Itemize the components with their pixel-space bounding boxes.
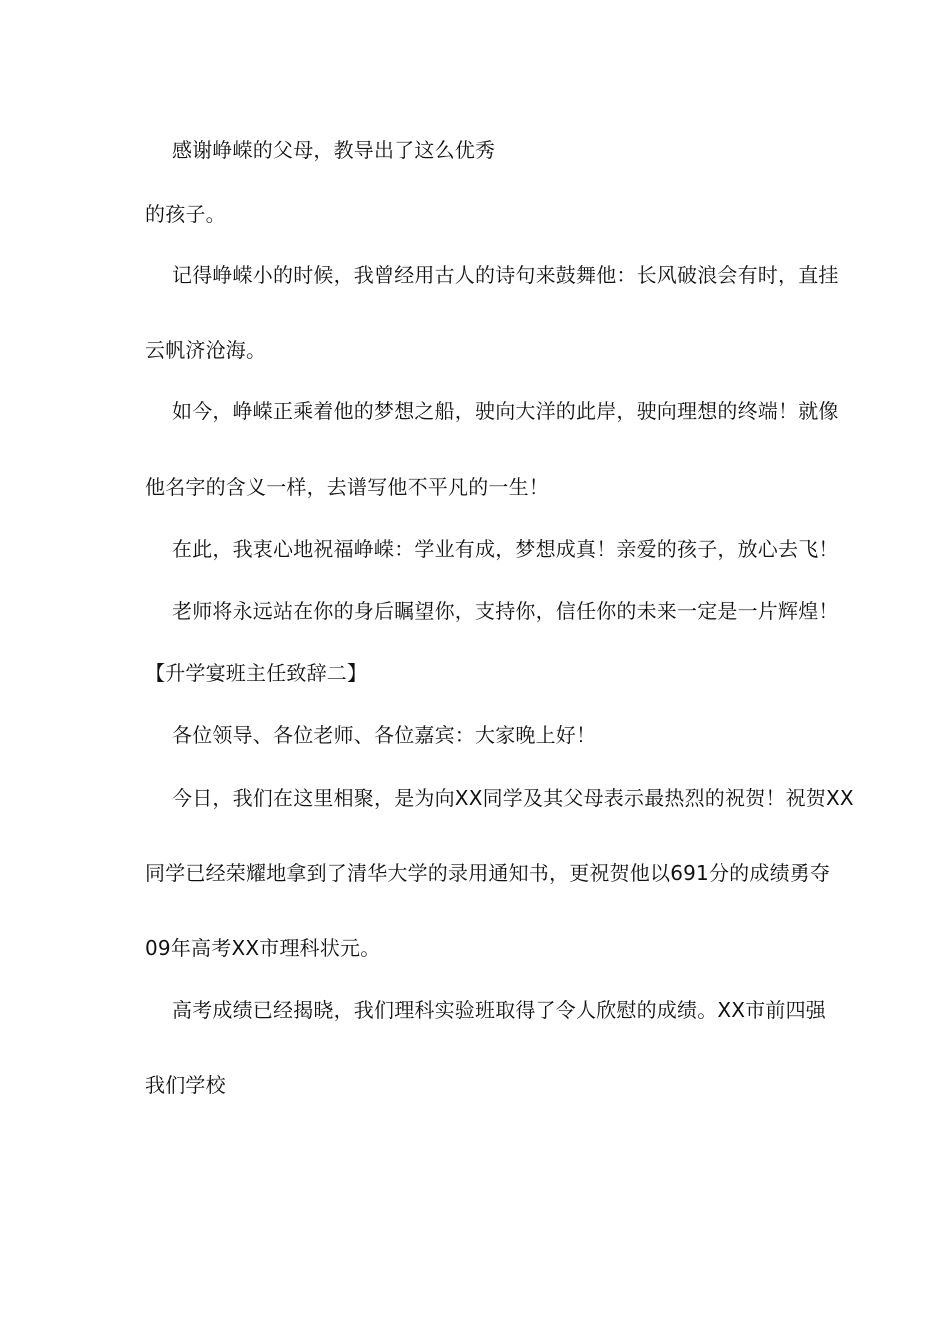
paragraph-line: 今日，我们在这里相聚，是为向XX同学及其父母表示最热烈的祝贺！祝贺XX [172, 786, 854, 810]
paragraph-line: 09年高考XX市理科状元。 [145, 936, 381, 960]
paragraph-line: 高考成绩已经揭晓，我们理科实验班取得了令人欣慰的成绩。XX市前四强 [172, 998, 827, 1022]
paragraph-line: 在此，我衷心地祝福峥嵘：学业有成，梦想成真！亲爱的孩子，放心去飞！ [172, 537, 839, 561]
paragraph-line: 我们学校 [145, 1073, 226, 1097]
paragraph-line: 老师将永远站在你的身后瞩望你，支持你，信任你的未来一定是一片辉煌！ [172, 599, 839, 623]
paragraph-line: 他名字的含义一样，去谱写他不平凡的一生！ [145, 475, 549, 499]
paragraph-line: 记得峥嵘小的时候，我曾经用古人的诗句来鼓舞他：长风破浪会有时，直挂 [172, 263, 839, 287]
paragraph-line: 感谢峥嵘的父母，教导出了这么优秀 [172, 138, 496, 162]
paragraph-line: 如今，峥嵘正乘着他的梦想之船，驶向大洋的此岸，驶向理想的终端！就像 [172, 399, 839, 423]
paragraph-line: 的孩子。 [145, 202, 226, 226]
section-heading: 【升学宴班主任致辞二】 [145, 661, 368, 685]
paragraph-line: 云帆济沧海。 [145, 338, 267, 362]
paragraph-line: 各位领导、各位老师、各位嘉宾：大家晚上好！ [172, 723, 597, 747]
paragraph-line: 同学已经荣耀地拿到了清华大学的录用通知书，更祝贺他以691分的成绩勇夺 [145, 861, 831, 885]
